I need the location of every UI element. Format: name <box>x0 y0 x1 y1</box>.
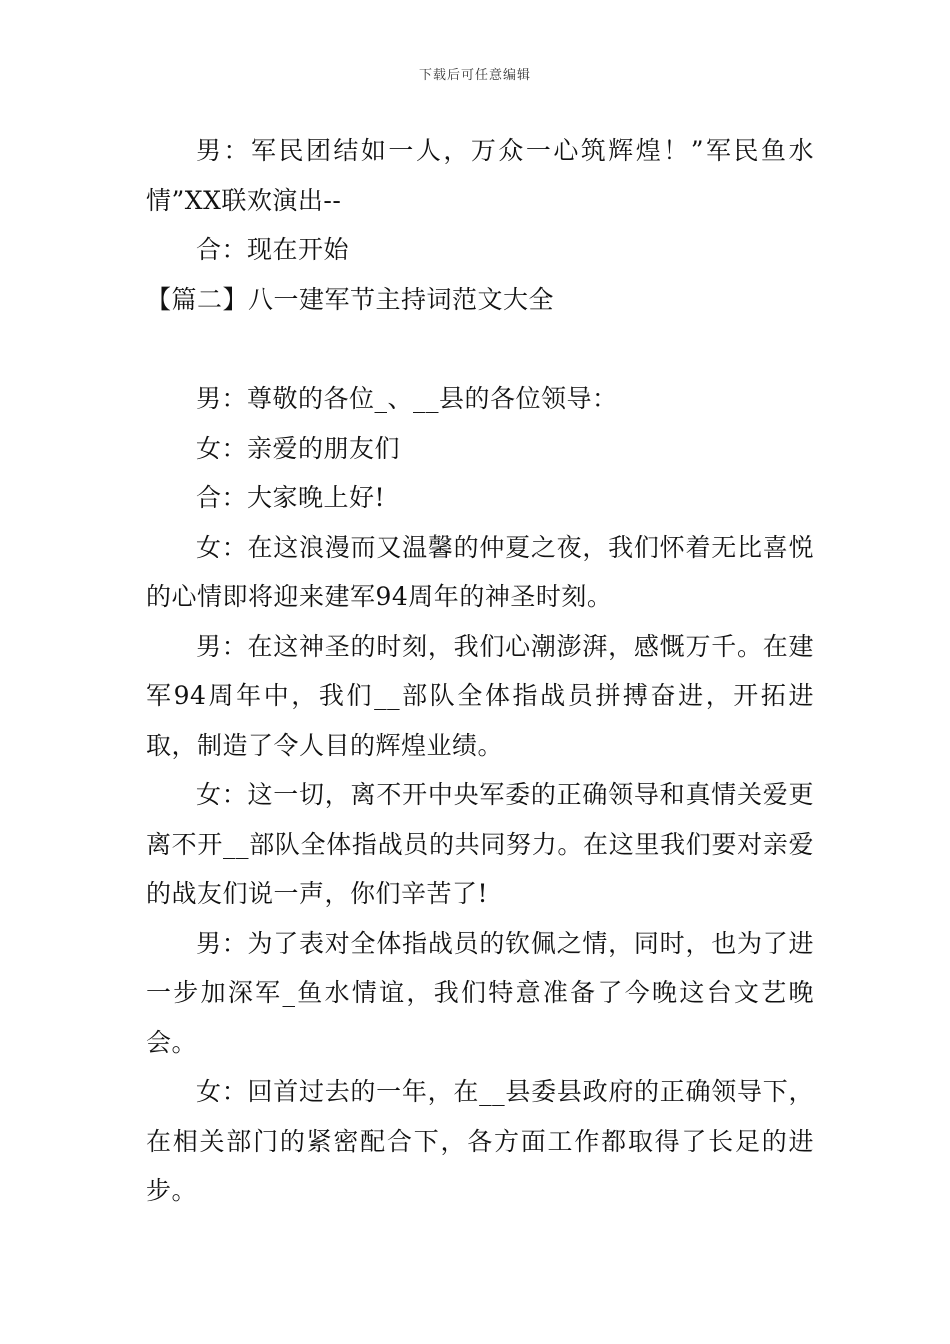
paragraph-male-opening: 男：军民团结如一人，万众一心筑辉煌！”军民鱼水情”XX联欢演出-- <box>146 136 814 215</box>
paragraph-female-1: 女：在这浪漫而又温馨的仲夏之夜，我们怀着无比喜悦的心情即将迎来建军94周年的神圣时刻。 <box>146 532 814 611</box>
section-heading: 【篇二】八一建军节主持词范文大全 <box>146 284 555 314</box>
paragraph-male-greeting: 男：尊敬的各位_、__县的各位领导： <box>196 384 618 413</box>
paragraph-female-greeting: 女：亲爱的朋友们 <box>196 433 401 463</box>
paragraph-male-2: 男：为了表对全体指战员的钦佩之情，同时，也为了进一步加深军_鱼水情谊，我们特意准备了今晚这台文艺晚会。 <box>146 928 814 1057</box>
document-body <box>146 126 814 1216</box>
page-header: 下载后可任意编辑 <box>418 68 531 83</box>
paragraph-female-3: 女：回首过去的一年，在__县委县政府的正确领导下，在相关部门的紧密配合下，各方面工作都取得了长足的进步。 <box>146 1077 814 1205</box>
section-spacer <box>146 324 814 374</box>
paragraph-female-2: 女：这一切，离不开中央军委的正确领导和真情关爱更离不开__部队全体指战员的共同努力。在这里我们要对亲爱的战友们说一声，你们辛苦了! <box>146 780 814 908</box>
paragraph-male-1: 男：在这神圣的时刻，我们心潮澎湃，感慨万千。在建军94周年中，我们__部队全体指战员拼搏奋进，开拓进取，制造了令人目的辉煌业绩。 <box>146 631 814 760</box>
paragraph-together-start: 合：现在开始 <box>196 235 350 264</box>
paragraph-together-greeting: 合：大家晚上好! <box>196 483 386 512</box>
